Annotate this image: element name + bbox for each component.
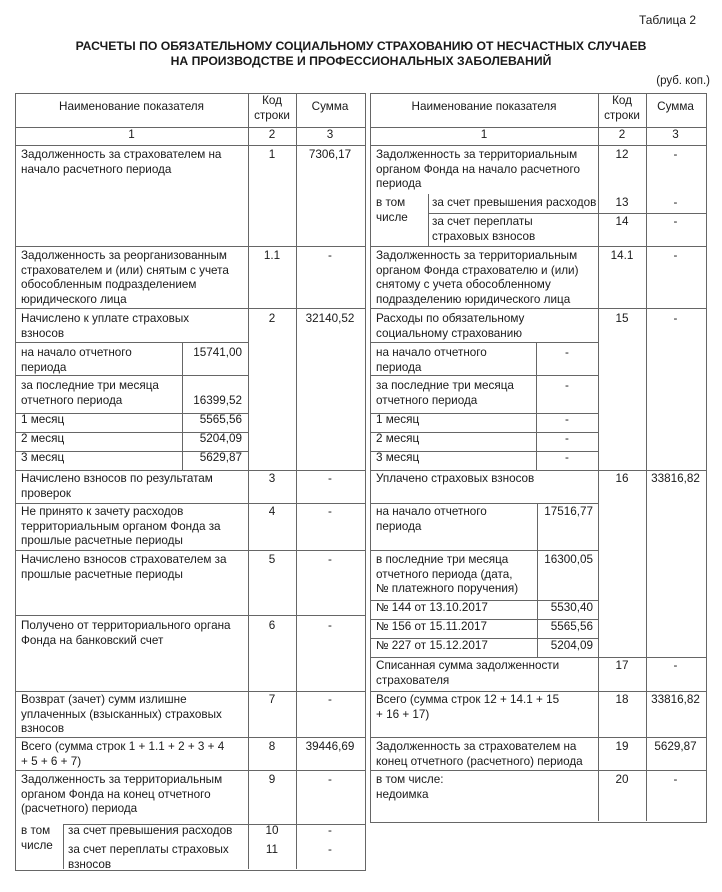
right-row15-month3-value: - [565, 451, 569, 464]
left-row1-1-sum: - [328, 249, 332, 262]
right-row16-label: Уплачено страховых взносов [376, 472, 535, 485]
left-row11-label: за счет переплаты страховых взносов [68, 843, 229, 871]
right-row18-code: 18 [615, 693, 629, 706]
right-row16-payment2-value: 5565,56 [550, 620, 593, 633]
left-row1-label: Задолженность за страхователем на начало расчетного периода [21, 148, 222, 176]
right-row15-sub1-value: - [565, 346, 569, 359]
left-row8-label: Всего (сумма строк 1 + 1.1 + 2 + 3 + 4 + 5 + 6 + 7) [21, 740, 225, 768]
left-row8-sum: 39446,69 [305, 740, 355, 753]
left-row2-month3-label: 3 месяц [21, 451, 65, 464]
right-row15-month2-value: - [565, 432, 569, 445]
left-row1-sum: 7306,17 [308, 148, 352, 161]
right-colnum-2: 2 [618, 128, 626, 141]
right-row16-payment1-label: № 144 от 13.10.2017 [376, 601, 488, 614]
left-row6-label: Получено от территориального органа Фонда на банковский счет [21, 619, 231, 647]
right-row14-1-code: 14.1 [610, 249, 634, 262]
right-row18-sum: 33816,82 [651, 693, 700, 706]
right-row14-1-sum: - [673, 249, 678, 262]
left-row2-sub1-value: 15741,00 [193, 346, 242, 359]
right-row20-sum: - [673, 773, 678, 786]
right-row16-payment1-value: 5530,40 [550, 601, 593, 614]
right-row15-month1-label: 1 месяц [376, 413, 420, 426]
right-row13-label: за счет превышения расходов [432, 196, 597, 209]
left-row5-label: Начислено взносов страхователем за прошлые расчетные периоды [21, 553, 227, 581]
left-colnum-2: 2 [268, 128, 276, 141]
right-row20-code: 20 [615, 773, 629, 786]
right-row15-code: 15 [615, 312, 629, 325]
left-row7-code: 7 [268, 693, 276, 706]
right-header-code: Код строки [604, 94, 640, 122]
right-row12-code: 12 [615, 148, 629, 161]
left-row9-label: Задолженность за территориальным органом Фонда на конец отчетного (расчетного) периода [21, 773, 223, 816]
left-row2-month2-label: 2 месяц [21, 432, 65, 445]
left-row1-1-label: Задолженность за реорганизованным страхователем и (или) снятым с учета обособленным подразделением юридического лица [21, 249, 229, 306]
left-row4-label: Не принято к зачету расходов территориальным органом Фонда за прошлые расчетные периоды [21, 505, 221, 548]
right-row19-sum: 5629,87 [654, 740, 697, 753]
right-row16-sum: 33816,82 [651, 472, 700, 485]
right-row16-payment3-label: № 227 от 15.12.2017 [376, 639, 488, 652]
right-row15-label: Расходы по обязательному социальному страхованию [376, 312, 525, 340]
left-header-code: Код строки [254, 94, 290, 122]
left-row2-sub2-value: 16399,52 [193, 394, 242, 407]
right-row15-month1-value: - [565, 413, 569, 426]
right-row17-label: Списанная сумма задолженности страхователя [376, 659, 560, 687]
right-row14-code: 14 [615, 215, 629, 228]
left-colnum-3: 3 [326, 128, 334, 141]
right-row15-sub2-label: за последние три месяца отчетного периода [376, 379, 514, 407]
left-row2-month1-value: 5565,56 [199, 413, 242, 426]
left-row3-sum: - [328, 472, 332, 485]
right-row17-sum: - [673, 659, 678, 672]
left-row11-code: 11 [265, 843, 279, 856]
right-row19-label: Задолженность за страхователем на конец отчетного (расчетного) периода [376, 740, 583, 768]
title-line-1: РАСЧЕТЫ ПО ОБЯЗАТЕЛЬНОМУ СОЦИАЛЬНОМУ СТРАХОВАНИЮ ОТ НЕСЧАСТНЫХ СЛУЧАЕВ [75, 39, 647, 53]
left-row9-code: 9 [268, 773, 276, 786]
left-row5-code: 5 [268, 553, 276, 566]
right-row18-label: Всего (сумма строк 12 + 14.1 + 15 + 16 + 17) [376, 693, 560, 721]
left-row10-prefix: в том числе [21, 824, 53, 852]
right-row14-1-label: Задолженность за территориальным органом Фонда страхователю и (или) снятому с учета обособленному подразделению юридического лица [376, 249, 579, 306]
right-colnum-1: 1 [480, 128, 488, 141]
table-number-label: Таблица 2 [638, 13, 696, 27]
right-header-sum: Сумма [657, 100, 694, 113]
right-row14-label: за счет переплаты страховых взносов [432, 215, 536, 243]
left-row11-sum: - [328, 843, 332, 856]
left-row5-sum: - [328, 553, 332, 566]
left-row6-code: 6 [268, 619, 276, 632]
right-row17-code: 17 [615, 659, 629, 672]
right-row15-month3-label: 3 месяц [376, 451, 420, 464]
right-row13-prefix: в том числе [376, 196, 408, 224]
left-row1-1-code: 1.1 [263, 249, 281, 262]
left-row8-code: 8 [268, 740, 276, 753]
left-row10-sum: - [328, 824, 332, 837]
right-row16-code: 16 [615, 472, 629, 485]
right-row12-label: Задолженность за территориальным органом Фонда на начало расчетного периода [376, 148, 581, 191]
left-row2-sum: 32140,52 [305, 312, 355, 325]
right-row15-month2-label: 2 месяц [376, 432, 420, 445]
title-line-2: НА ПРОИЗВОДСТВЕ И ПРОФЕССИОНАЛЬНЫХ ЗАБОЛЕВАНИЙ [170, 54, 552, 68]
right-row16-sub1-label: на начало отчетного периода [376, 505, 487, 533]
left-row7-label: Возврат (зачет) сумм излишне уплаченных (взысканных) страховых взносов [21, 693, 222, 736]
right-row20-label: в том числе: недоимка [376, 773, 444, 801]
left-row2-label: Начислено к уплате страховых взносов [21, 312, 190, 340]
left-row3-code: 3 [268, 472, 276, 485]
left-row2-month1-label: 1 месяц [21, 413, 65, 426]
left-header-sum: Сумма [311, 100, 349, 113]
right-row15-sum: - [673, 312, 678, 325]
document-title [0, 39, 722, 69]
left-row2-sub1-label: на начало отчетного периода [21, 346, 132, 374]
left-row4-code: 4 [268, 505, 276, 518]
right-row16-payment3-value: 5204,09 [550, 639, 593, 652]
left-colnum-1: 1 [128, 128, 135, 141]
right-row14-sum: - [673, 215, 678, 228]
left-row1-code: 1 [268, 148, 276, 161]
left-row10-code: 10 [265, 824, 279, 837]
right-row16-sub2-value: 16300,05 [544, 553, 593, 566]
left-row3-label: Начислено взносов по результатам проверок [21, 472, 213, 500]
right-colnum-3: 3 [672, 128, 679, 141]
left-row7-sum: - [328, 693, 332, 706]
left-row6-sum: - [328, 619, 332, 632]
currency-unit-label: (руб. коп.) [656, 75, 710, 87]
right-row15-sub1-label: на начало отчетного периода [376, 346, 487, 374]
right-row15-sub2-value: - [565, 379, 569, 392]
right-row19-code: 19 [615, 740, 629, 753]
right-row12-sum: - [673, 148, 678, 161]
right-row13-sum: - [673, 196, 678, 209]
right-row13-code: 13 [615, 196, 629, 209]
left-row2-sub2-label: за последние три месяца отчетного периода [21, 379, 159, 407]
left-row2-code: 2 [268, 312, 276, 325]
right-row16-payment2-label: № 156 от 15.11.2017 [376, 620, 488, 633]
left-header-name: Наименование показателя [59, 100, 204, 113]
left-row4-sum: - [328, 505, 332, 518]
right-row16-sub2-label: в последние три месяца отчетного периода (дата, № платежного поручения) [376, 553, 519, 596]
right-header-name: Наименование показателя [411, 100, 557, 113]
left-row10-label: за счет превышения расходов [68, 824, 233, 837]
right-row16-sub1-value: 17516,77 [544, 505, 593, 518]
left-row9-sum: - [328, 773, 332, 786]
left-row2-month2-value: 5204,09 [199, 432, 242, 445]
left-row2-month3-value: 5629,87 [199, 451, 242, 464]
